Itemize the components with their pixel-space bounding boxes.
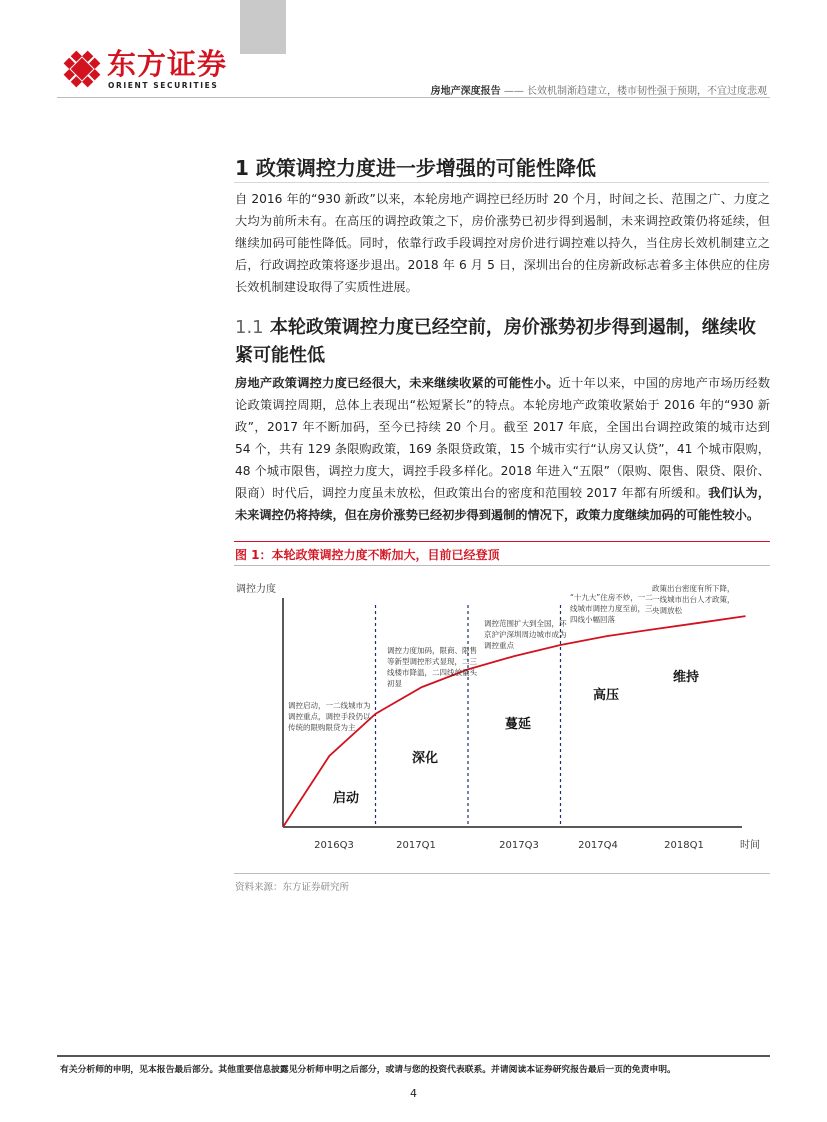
policy-intensity-chart xyxy=(234,570,770,870)
logo-english-name: ORIENT SECURITIES xyxy=(108,81,219,90)
header-gray-band xyxy=(240,0,286,54)
phase-note: 调控范围扩大到全国，环京沪沪深圳周边城市成为调控重点 xyxy=(484,619,567,650)
figure-source: 资料来源：东方证券研究所 xyxy=(235,882,350,893)
report-subtitle: 长效机制渐趋建立，楼市韧性强于预期，不宜过度悲观 xyxy=(527,86,767,97)
phase-note-box xyxy=(387,645,479,715)
footer-rule xyxy=(57,1055,770,1057)
x-tick-label: 2017Q1 xyxy=(396,840,436,851)
x-tick-label: 2016Q3 xyxy=(314,840,354,851)
header-separator: —— xyxy=(503,86,524,97)
phase-label: 启动 xyxy=(332,791,360,806)
lead-sentence: 房地产政策调控力度已经很大，未来继续收紧的可能性小。 xyxy=(235,376,559,390)
logo-chinese-name: 东方证券 xyxy=(107,47,228,81)
phase-note: 调控启动，一二线城市为调控重点，调控手段仍以传统的限购限贷为主 xyxy=(288,701,371,732)
figure-title: 图 1：本轮政策调控力度不断加大，目前已经登顶 xyxy=(235,548,500,562)
phase-label: 维持 xyxy=(672,670,700,685)
page-number: 4 xyxy=(410,1087,417,1100)
section-1-1-heading xyxy=(235,314,770,370)
conclusion-sentence: 我们认为，未来调控仍将持续，但在房价涨势已经初步得到遏制的情况下，政策力度继续加码的可能性较小。 xyxy=(235,486,771,522)
phase-note: “十九大”住房不炒，一二线城市调控力度至前，三四线小幅回落 xyxy=(570,593,653,624)
figure-bottom-rule xyxy=(234,873,770,874)
logo-mark-icon xyxy=(60,47,104,91)
phase-label: 深化 xyxy=(411,751,439,766)
phase-label: 蔓延 xyxy=(504,717,532,732)
body-text: 近十年以来，中国的房地产市场历经数论政策调控周期，总体上表现出“松短紧长”的特点。本轮房地产政策收紧始于 2016 年的“930 新政”，2017 年不断加码，至今已持续 20 个月。截至 2017 年底，全国出台调控政策的城市达到 54 个，共有 129 条限购政策，169 条限贷政策，15 个城市实行“认房又认贷”，41 个城市限购，48 个城市限售，调控力度大，调控手段多样化。2018 年进入“五限”（限购、限售、限贷、限价、限商）时代后，调控力度虽未放松，但政策出台的密度和范围较 2017 年都有所缓和。 xyxy=(235,376,771,500)
section-1-heading: 1 政策调控力度进一步增强的可能性降低 xyxy=(235,156,596,180)
section-number: 1.1 xyxy=(235,317,264,338)
header-rule xyxy=(57,97,770,98)
figure-title-rule xyxy=(234,565,770,566)
x-tick-label: 2017Q4 xyxy=(578,840,618,851)
phase-note-box xyxy=(570,592,658,662)
phase-note-box xyxy=(484,618,572,688)
section-1-1-paragraph xyxy=(235,372,770,526)
disclaimer: 有关分析师的申明，见本报告最后部分。其他重要信息披露见分析师申明之后部分，或请与您的投资代表联系。并请阅读本证券研究报告最后一页的免责申明。 xyxy=(60,1065,676,1075)
x-axis-label: 时间 xyxy=(740,840,760,851)
figure-top-rule xyxy=(234,541,770,542)
section-1-rule xyxy=(234,182,769,183)
phase-note-box xyxy=(288,700,376,770)
phase-note-box xyxy=(652,583,740,653)
x-tick-label: 2017Q3 xyxy=(499,840,539,851)
y-axis-label: 调控力度 xyxy=(236,584,276,595)
phase-note: 政策出台密度有所下降，一线城市出台人才政策，央调放松 xyxy=(652,584,735,615)
section-title: 本轮政策调控力度已经空前，房价涨势初步得到遏制，继续收紧可能性低 xyxy=(235,317,756,366)
section-1-paragraph: 自 2016 年的“930 新政”以来，本轮房地产调控已经历时 20 个月，时间之长、范围之广、力度之大均为前所未有。在高压的调控政策之下，房价涨势已初步得到遏制，未来调控政策仍将延续，但继续加码可能性降低。同时，依靠行政手段调控对房价进行调控难以持久，当住房长效机制建立之后，行政调控政策将逐步退出。2018 年 6 月 5 日，深圳出台的住房新政标志着多主体供应的住房长效机制建设取得了实质性进展。 xyxy=(235,192,770,294)
running-header xyxy=(431,82,767,97)
report-type: 房地产深度报告 xyxy=(430,86,501,97)
x-tick-label: 2018Q1 xyxy=(664,840,704,851)
phase-note: 调控力度加码，限商、限售等新型调控形式显现，二三线楼市降温，二四线放量头初显 xyxy=(387,646,477,688)
phase-label: 高压 xyxy=(592,688,620,703)
